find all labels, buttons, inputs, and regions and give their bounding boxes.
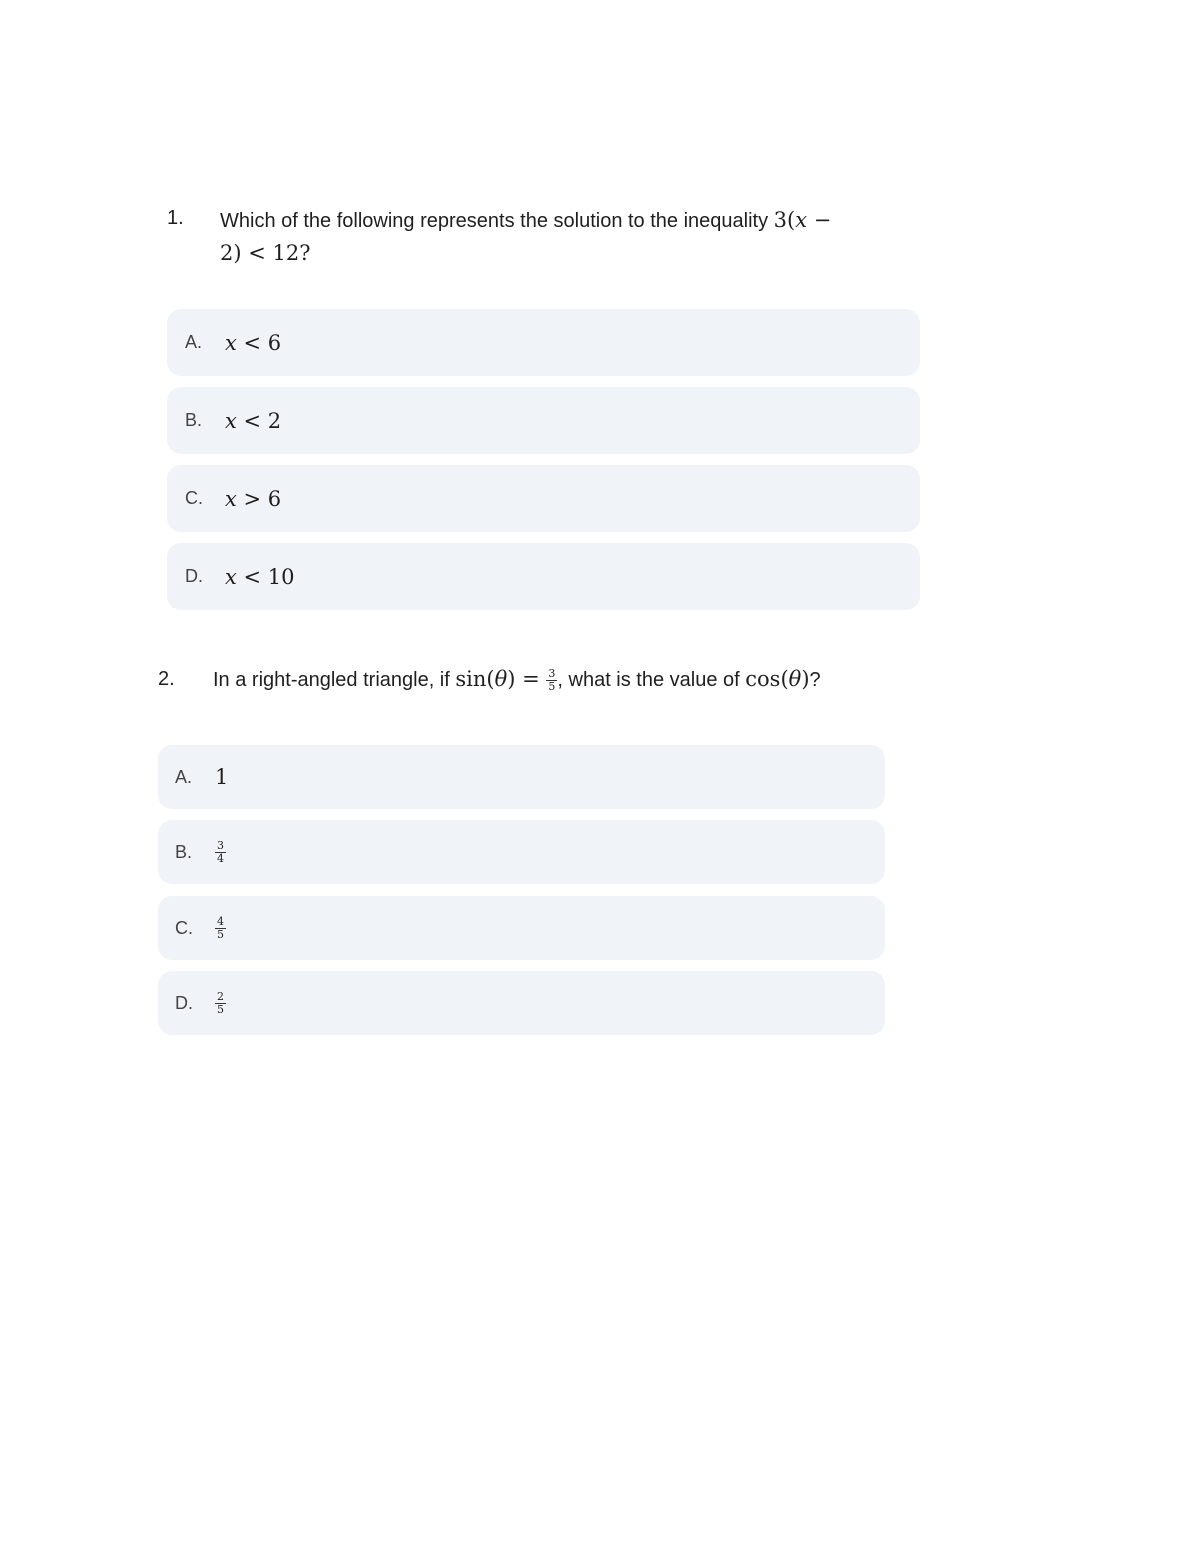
question-text: In a right-angled triangle, if sin(θ) = $\frac{3}{5}$ , what is the value of cos(θ)? [213,667,821,694]
math-expression: 3(x − [773,208,832,232]
option-letter: A. [175,766,193,787]
answer-option-b[interactable] [158,820,885,884]
question-number: 1. [167,207,184,229]
question-text: Which of the following represents the solution to the inequality 3(x − 2) < 12? [220,208,832,265]
answer-option-d[interactable] [167,543,920,610]
option-value: x < 10 [225,564,295,589]
option-fraction: $\frac{3}{4}$ [217,838,224,865]
question-text-prefix: Which of the following represents the solution to the inequality [220,210,774,232]
option-letter: B. [185,410,203,430]
option-value: 1 [215,765,229,789]
math-expression-cont: 2) < 12 [220,241,300,265]
answer-option-a[interactable] [167,309,920,376]
option-fraction: $\frac{2}{5}$ [217,989,224,1016]
option-letter: D. [175,992,193,1013]
answer-option-c[interactable] [167,465,920,532]
cos-expression: cos(θ) [745,667,810,691]
option-letter: C. [185,488,203,508]
answer-option-b[interactable] [167,387,920,454]
sin-expression: sin(θ) = [455,667,547,691]
option-value: x > 6 [225,486,282,511]
option-value: x < 2 [225,408,282,433]
answer-option-a[interactable] [158,745,885,809]
answer-option-c[interactable] [158,896,885,960]
option-letter: D. [185,566,203,586]
option-letter: A. [185,332,203,352]
answer-option-d[interactable] [158,971,885,1035]
option-value: x < 6 [225,330,282,355]
option-letter: C. [175,917,193,938]
question-number: 2. [158,668,175,690]
sin-fraction: $\frac{3}{5}$ [548,667,556,694]
option-fraction: $\frac{4}{5}$ [217,914,224,941]
option-letter: B. [175,841,193,862]
